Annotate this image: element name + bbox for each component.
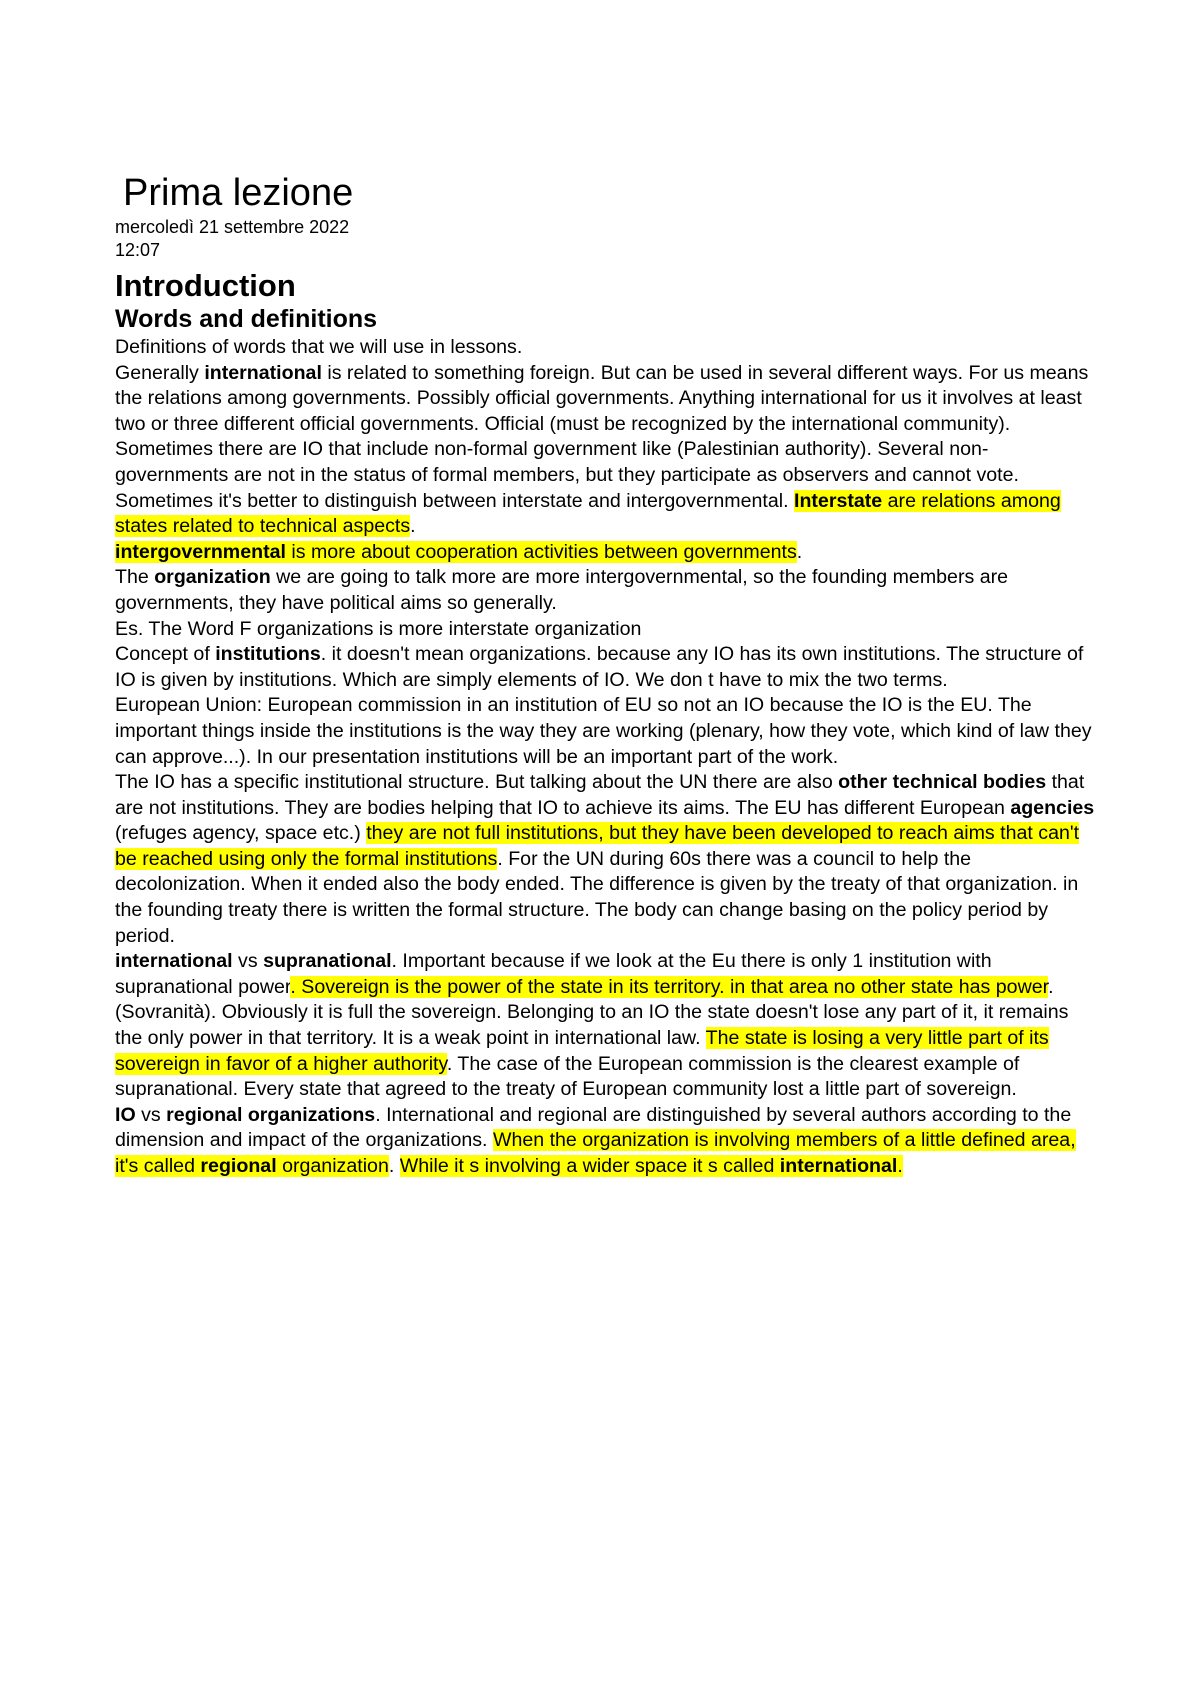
text-run: organization [154,566,271,589]
highlighted-text: . Sovereign is the power of the state in its territory. in that area no other state has power [290,975,1049,998]
paragraph [115,617,1100,643]
text-run: . [388,1155,400,1177]
text-run: international [204,361,322,384]
page-time: 12:07 [115,240,161,260]
highlighted-text: The state is losing a very little part of its sovereign in favor of a higher authority [115,1027,1049,1075]
page-date: mercoledì 21 settembre 2022 [115,217,350,237]
text-run: international [115,950,233,973]
paragraph [115,335,1100,361]
text-run: . [410,515,416,538]
paragraph [115,770,1100,949]
highlighted-text: is more about cooperation activities between governments [285,540,797,563]
text-run: vs [232,950,264,973]
text-run: . (Sovranità). Obviously it is full the sovereign. Belonging to an IO the state doesn't lose any part of it, it remains the only power in that territory. It is a weak point in international law. [115,975,1069,1050]
highlighted-text: intergovernmental [115,540,286,563]
text-run: . International and regional are distinguished by several authors according to the dimension and impact of the organizations. [115,1103,1072,1152]
text-run: agencies [1010,796,1095,819]
paragraph [115,540,1100,566]
heading-introduction: Introduction [115,268,296,303]
paragraph [115,437,1100,488]
highlighted-text: While it s involving a wider space it s called [399,1155,780,1177]
text-run: vs [135,1103,167,1126]
text-run: The [115,566,155,589]
highlighted-text: are relations among states related to technical aspects [115,489,1061,538]
highlighted-text: they are not full institutions, but they have been developed to reach aims that can't be reached using only the formal institutions [115,822,1080,870]
highlighted-text: regional [200,1155,277,1177]
highlighted-text: organization [276,1155,389,1177]
paragraph [115,642,1100,693]
text-run: European Union: European commission in an institution of EU so not an IO because the IO is the EU. The important things inside the institutions is the way they are working (plenary, how they vote, which kind of law they can approve...). In our presentation institutions will be an important part of the work. [115,694,1092,768]
text-run: . For the UN during 60s there was a council to help the decolonization. When it ended also the body ended. The difference is given by the treaty of that organization. in the founding treaty there is written the formal structure. The body can change basing on the policy period by period. [115,847,1079,947]
text-run: Generally [115,361,205,384]
paragraph [115,565,1100,616]
highlighted-text: When the organization is involving members of a little defined area, it's called [115,1129,1076,1177]
text-run: The IO has a specific institutional structure. But talking about the UN there are also [115,771,839,794]
highlighted-text: . [897,1155,903,1177]
paragraph [115,489,1100,540]
paragraph [115,1103,1100,1180]
text-run: supranational [263,950,392,973]
text-run: we are going to talk more are more intergovernmental, so the founding members are governments, they have political aims so generally. [115,566,1009,614]
text-run: . The case of the European commission is the clearest example of supranational. Every state that agreed to the treaty of European community lost a little part of sovereign. [115,1052,1020,1101]
highlighted-text: international [779,1155,898,1177]
highlighted-text: Interstate [794,489,883,512]
note-page [115,170,1100,1180]
text-run: institutions [215,643,321,666]
text-run: Sometimes it's better to distinguish between interstate and intergovernmental. [115,489,794,512]
page-title: Prima lezione [123,172,354,214]
text-run: other technical bodies [838,771,1047,794]
text-run: IO [115,1103,136,1126]
note-body [115,335,1100,1180]
text-run: Sometimes there are IO that include non-formal government like (Palestinian authority). Several non-governments are not in the status of formal members, but they participate as observers and cannot vote. [115,438,1019,486]
text-run: . Important because if we look at the Eu there is only 1 institution with supranational power [115,950,992,998]
paragraph [115,361,1100,438]
text-run: . it doesn't mean organizations. because any IO has its own institutions. The structure of IO is given by institutions. Which are simply elements of IO. We don t have to mix the two terms. [115,643,1084,691]
paragraph [115,693,1100,770]
text-run: is related to something foreign. But can be used in several different ways. For us means the relations among governments. Possibly official governments. Anything international for us it involves at least two or three different official governments. Official (must be recognized by the international community). [115,361,1089,435]
text-run: regional organizations [166,1103,376,1126]
text-run: Concept of [115,643,216,666]
text-run: Es. The Word F organizations is more interstate organization [115,617,642,640]
text-run: Definitions of words that we will use in lessons. [115,336,523,358]
text-run: that are not institutions. They are bodies helping that IO to achieve its aims. The EU has different European [115,771,1085,819]
heading-words-and-definitions: Words and definitions [115,305,378,333]
paragraph [115,949,1100,1103]
text-run: . [796,540,803,563]
text-run: (refuges agency, space etc.) [115,822,367,845]
